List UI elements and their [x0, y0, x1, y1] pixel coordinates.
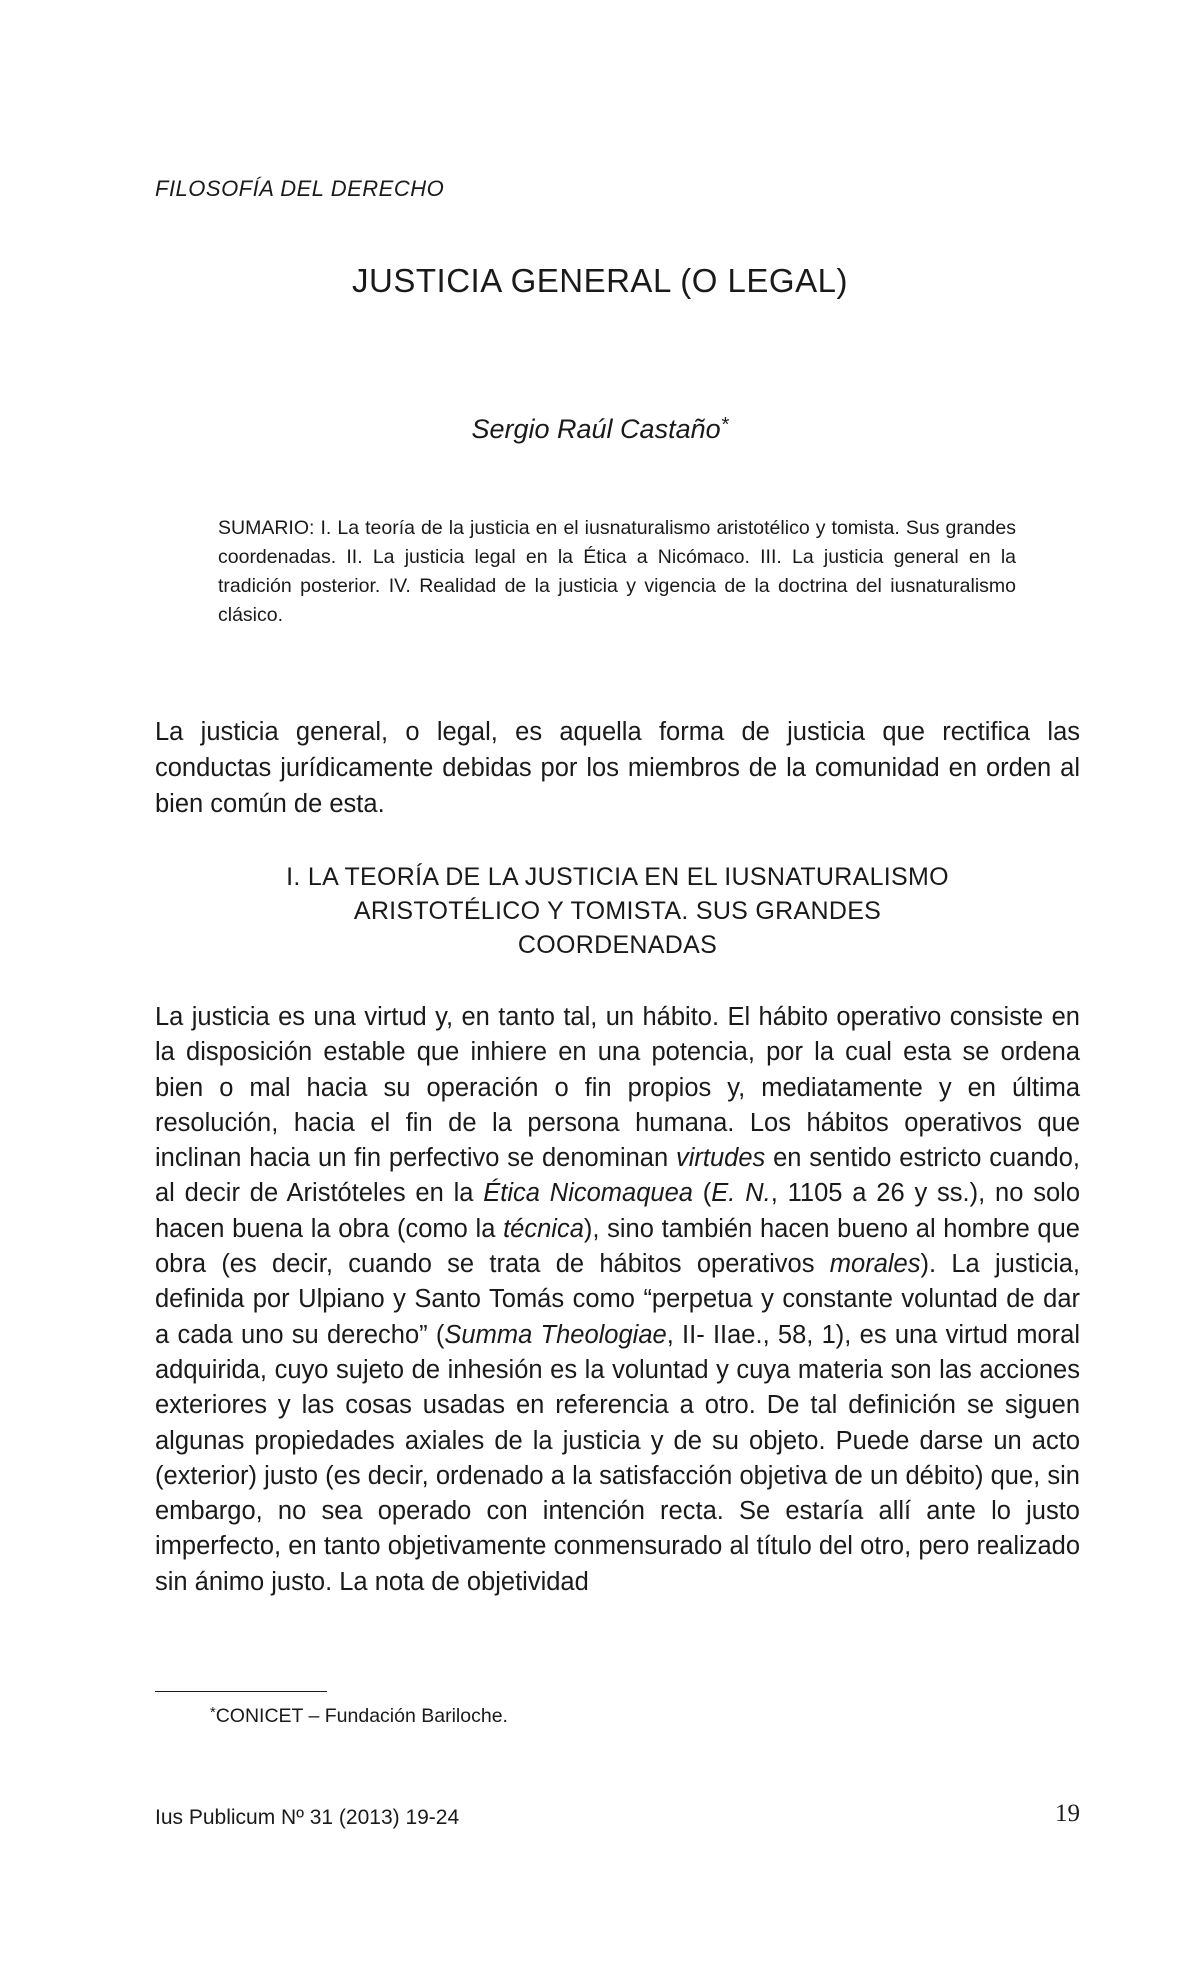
section-heading-line-2: ARISTOTÉLICO Y TOMISTA. SUS GRANDES	[353, 897, 882, 925]
section-heading-line-1: I. LA TEORÍA DE LA JUSTICIA EN EL IUSNATURALISMO	[286, 863, 949, 891]
body-text-run: La justicia es una virtud y, en tanto tal, un hábito. El hábito operativo consiste en la disposición estable que inhiere en una potencia, por la cual esta se ordena bien o mal hacia su operación o fin propios y, mediatamente y en última resolución, hacia el fin de la persona humana. Los hábitos operativos que inclinan hacia un fin perfectivo se denominan	[155, 1003, 1080, 1173]
author-name: Sergio Raúl Castaño	[471, 414, 721, 445]
author-footnote-mark: *	[720, 414, 729, 436]
body-italic-title: Ética Nicomaquea	[483, 1179, 693, 1208]
journal-citation: Ius Publicum Nº 31 (2013) 19-24	[155, 1806, 460, 1829]
body-italic-term: virtudes	[675, 1144, 766, 1173]
footnote	[210, 1705, 508, 1728]
section-heading	[155, 860, 1080, 962]
section-label: FILOSOFÍA DEL DERECHO	[155, 176, 445, 201]
summary-abstract: SUMARIO: I. La teoría de la justicia en el iusnaturalismo aristotélico y tomista. Sus grandes coordenadas. II. La justicia legal en la Ética a Nicómaco. III. La justicia general en la tradición posterior. IV. Realidad de la justicia y vigencia de la doctrina del iusnaturalismo clásico.	[218, 517, 1016, 626]
footnote-mark: *	[210, 1705, 216, 1721]
body-text-run: (	[692, 1179, 712, 1208]
body-text-run: en sentido estricto cuando, al decir de Aristóteles en la	[155, 1144, 1080, 1208]
body-italic-term: morales	[829, 1250, 921, 1279]
section-heading-line-3: COORDENADAS	[517, 931, 718, 959]
body-italic-title: Summa Theologiae	[444, 1320, 667, 1349]
footnote-text: CONICET – Fundación Bariloche.	[215, 1705, 508, 1728]
article-title: JUSTICIA GENERAL (O LEGAL)	[352, 262, 848, 299]
author-line	[0, 414, 1200, 445]
body-text-run: ). La justicia, definida por Ulpiano y Santo Tomás como “perpetua y constante voluntad de dar a cada uno su derecho” (	[155, 1250, 1081, 1349]
lead-paragraph: La justicia general, o legal, es aquella forma de justicia que rectifica las conductas jurídicamente debidas por los miembros de la comunidad en orden al bien común de esta.	[155, 718, 1080, 818]
body-text-run: ), sino también hacen bueno al hombre que obra (es decir, cuando se trata de hábitos operativos	[155, 1214, 1080, 1279]
body-italic-abbrev: E. N.	[711, 1179, 771, 1208]
body-text-run: , II- IIae., 58, 1), es una virtud moral adquirida, cuyo sujeto de inhesión es la voluntad y cuya materia son las acciones exteriores y las cosas usadas en referencia a otro. De tal definición se siguen algunas propiedades axiales de la justicia y de su objeto. Puede darse un acto (exterior) justo (es decir, ordenado a la satisfacción objetiva de un débito) que, sin embargo, no sea operado con intención recta. Se estaría allí ante lo justo imperfecto, en tanto objetivamente conmensurado al título del otro, pero realizado sin ánimo justo. La nota de objetividad	[155, 1320, 1080, 1596]
body-paragraph	[155, 1000, 1080, 1600]
body-text-run: , 1105 a 26 y ss.), no solo hacen buena la obra (como la	[155, 1179, 1080, 1243]
body-italic-term: técnica	[503, 1214, 584, 1243]
footnote-divider	[155, 1691, 327, 1692]
page-number: 19	[1055, 1800, 1080, 1827]
